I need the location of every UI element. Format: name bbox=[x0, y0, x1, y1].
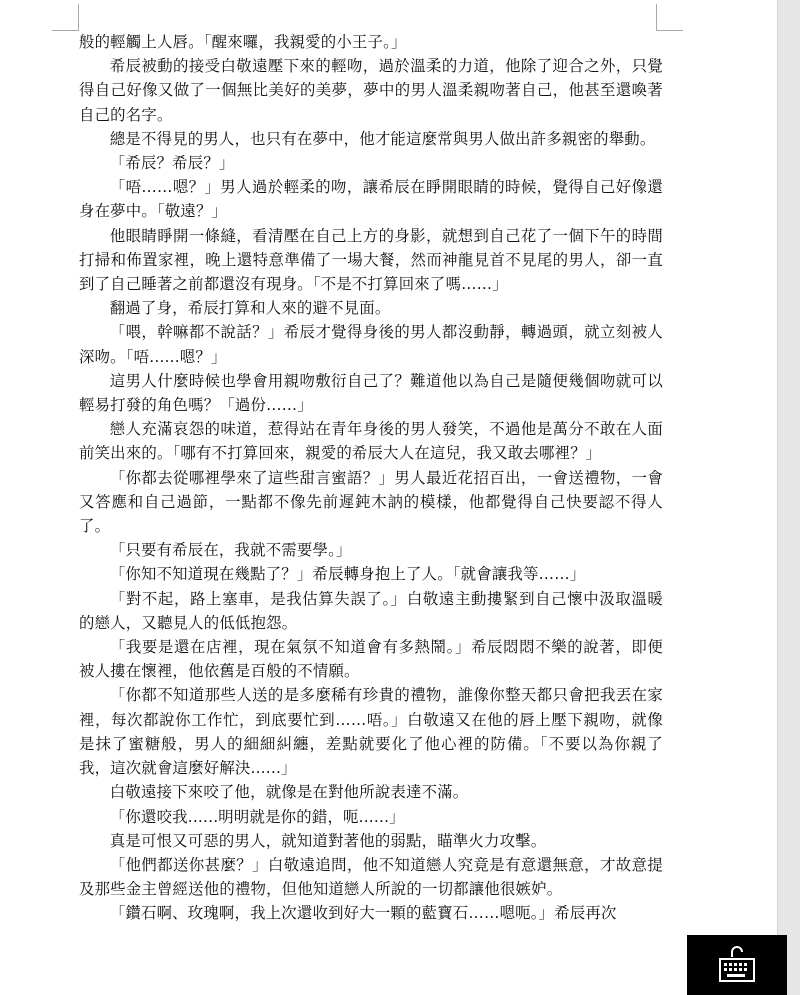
paragraph: 「對不起，路上塞車，是我估算失誤了。」白敬遠主動摟緊到自己懷中汲取溫暖的戀人，又聽見人的低低抱怨。 bbox=[79, 589, 663, 632]
paragraph: 「你知不知道現在幾點了？」希辰轉身抱上了人。「就會讓我等……」 bbox=[109, 565, 586, 584]
keyboard-unlock-icon bbox=[715, 943, 759, 987]
document-body bbox=[79, 30, 663, 926]
paragraph: 「希辰？希辰？」 bbox=[109, 154, 235, 173]
paragraph: 「你都去從哪裡學來了這些甜言蜜語？」男人最近花招百出，一會送禮物，一會又答應和自己過節，一點都不像先前遲鈍木訥的模樣，他都覺得自己快要認不得人了。 bbox=[79, 468, 663, 536]
paragraph: 希辰被動的接受白敬遠壓下來的輕吻，過於溫柔的力道，他除了迎合之外，只覺得自己好像又做了一個無比美好的美夢，夢中的男人溫柔親吻著自己，他甚至還喚著自己的名字。 bbox=[79, 57, 663, 124]
paragraph: 翻過了身，希辰打算和人來的避不見面。 bbox=[109, 299, 391, 318]
paragraph: 「我要是還在店裡，現在氣氛不知道會有多熱鬧。」希辰悶悶不樂的說著，即便被人摟在懷裡，他依舊是百般的不情願。 bbox=[79, 638, 663, 681]
paragraph: 「只要有希辰在，我就不需要學。」 bbox=[109, 541, 352, 560]
paragraph: 這男人什麼時候也學會用親吻敷衍自己了？難道他以為自己是隨便幾個吻就可以輕易打發的角色嗎？「過份……」 bbox=[79, 371, 663, 415]
crop-mark-top-right bbox=[656, 4, 683, 31]
paragraph: 他眼睛睜開一條縫，看清壓在自己上方的身影，就想到自己花了一個下午的時間打掃和佈置家裡，晚上還特意準備了一場大餐，然而神龍見首不見尾的男人，卻一直到了自己睡著之前都還沒有現身。「不是不打算回來了嗎……」 bbox=[79, 226, 663, 294]
paragraph: 真是可恨又可惡的男人，就知道對著他的弱點，瞄準火力攻擊。 bbox=[109, 831, 547, 850]
paragraph: 「喂，幹嘛都不說話？」希辰才覺得身後的男人都沒動靜，轉過頭，就立刻被人深吻。「唔......嗯？」 bbox=[79, 323, 663, 366]
vertical-scrollbar[interactable] bbox=[777, 0, 800, 995]
paragraph: 「唔……嗯？」男人過於輕柔的吻，讓希辰在睜開眼睛的時候，覺得自己好像還身在夢中。「敬遠？」 bbox=[79, 178, 663, 221]
paragraph: 總是不得見的男人，也只有在夢中，他才能這麼常與男人做出許多親密的舉動。 bbox=[109, 129, 656, 148]
paragraph: 白敬遠接下來咬了他，就像是在對他所說表達不滿。 bbox=[109, 783, 469, 802]
paragraph: 般的輕觸上人唇。「醒來囉，我親愛的小王子。」 bbox=[79, 33, 407, 51]
paragraph: 「鑽石啊、玫瑰啊，我上次還收到好大一顆的藍寶石……嗯呃。」希辰再次 bbox=[109, 904, 617, 923]
paragraph: 「你都不知道那些人送的是多麼稀有珍貴的禮物，誰像你整天都只會把我丟在家裡，每次都說你工作忙，到底要忙到……唔。」白敬遠又在他的唇上壓下親吻，就像是抹了蜜糖般，男人的細細糾纏，差點就要化了他心裡的防備。「不要以為你親了我，這次就會這麼好解決......」 bbox=[79, 686, 663, 778]
paragraph: 「他們都送你甚麼？」白敬遠追問，他不知道戀人究竟是有意還無意，才故意提及那些金主曾經送他的禮物，但他知道戀人所說的一切都讓他很嫉妒。 bbox=[79, 855, 663, 899]
paragraph: 「你還咬我......明明就是你的錯，呃......」 bbox=[109, 807, 405, 826]
keyboard-unlock-button[interactable] bbox=[687, 935, 787, 995]
crop-mark-top-left bbox=[52, 4, 79, 31]
paragraph: 戀人充滿哀怨的味道，惹得站在青年身後的男人發笑，不過他是萬分不敢在人面前笑出來的。「哪有不打算回來，親愛的希辰大人在這兒，我又敢去哪裡？」 bbox=[79, 420, 663, 463]
